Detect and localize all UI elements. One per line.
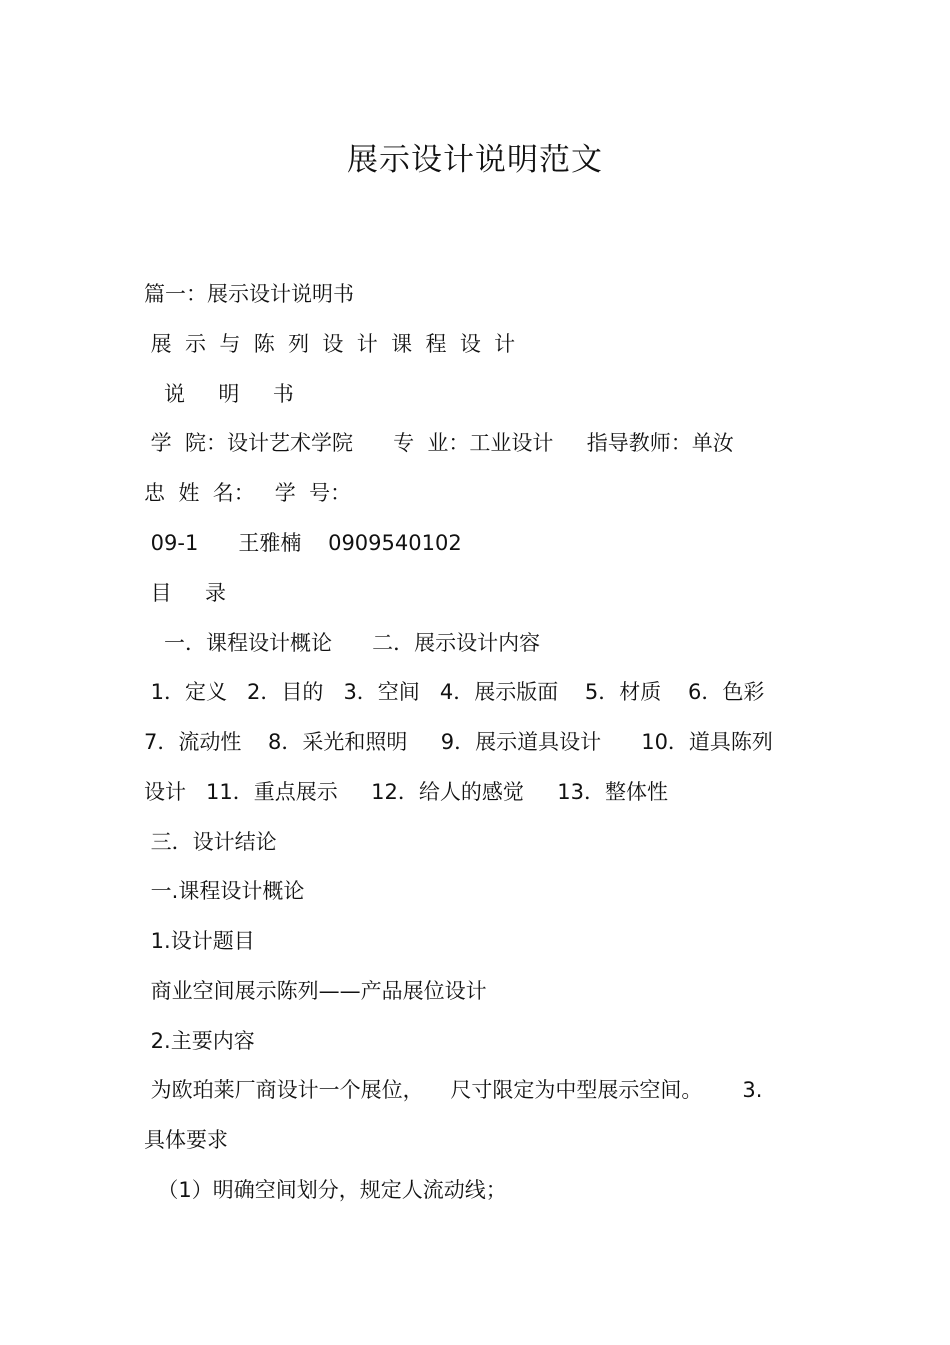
text-line: 说 明 书 xyxy=(144,382,294,406)
text-line: 具体要求 xyxy=(144,1128,228,1152)
text-line: 为欧珀莱厂商设计一个展位， 尺寸限定为中型展示空间。 3. xyxy=(144,1078,763,1102)
text-line: 展 示 与 陈 列 设 计 课 程 设 计 xyxy=(144,332,516,356)
text-line: 7．流动性 8．采光和照明 9．展示道具设计 10．道具陈列 xyxy=(144,730,773,754)
text-line: 一.课程设计概论 xyxy=(144,879,305,903)
text-line: 学 院：设计艺术学院 专 业：工业设计 指导教师：单汝 xyxy=(144,431,734,455)
text-line: 一．课程设计概论 二．展示设计内容 xyxy=(144,631,541,655)
text-line: 商业空间展示陈列——产品展位设计 xyxy=(144,979,487,1003)
text-line: 1．定义 2．目的 3．空间 4．展示版面 5．材质 6．色彩 xyxy=(144,680,765,704)
text-line: 2.主要内容 xyxy=(144,1029,255,1053)
text-line: 篇一：展示设计说明书 xyxy=(144,282,354,306)
text-line: 忠 姓 名： 学 号： xyxy=(144,481,352,505)
document-title: 展示设计说明范文 xyxy=(347,142,603,178)
text-line: 09-1 王雅楠 0909540102 xyxy=(144,531,462,555)
text-line: 三．设计结论 xyxy=(144,830,277,854)
text-line: 设计 11．重点展示 12．给人的感觉 13．整体性 xyxy=(144,780,668,804)
text-line: （1）明确空间划分，规定人流动线； xyxy=(144,1178,507,1202)
text-line: 1.设计题目 xyxy=(144,929,255,953)
text-line: 目 录 xyxy=(144,581,227,605)
